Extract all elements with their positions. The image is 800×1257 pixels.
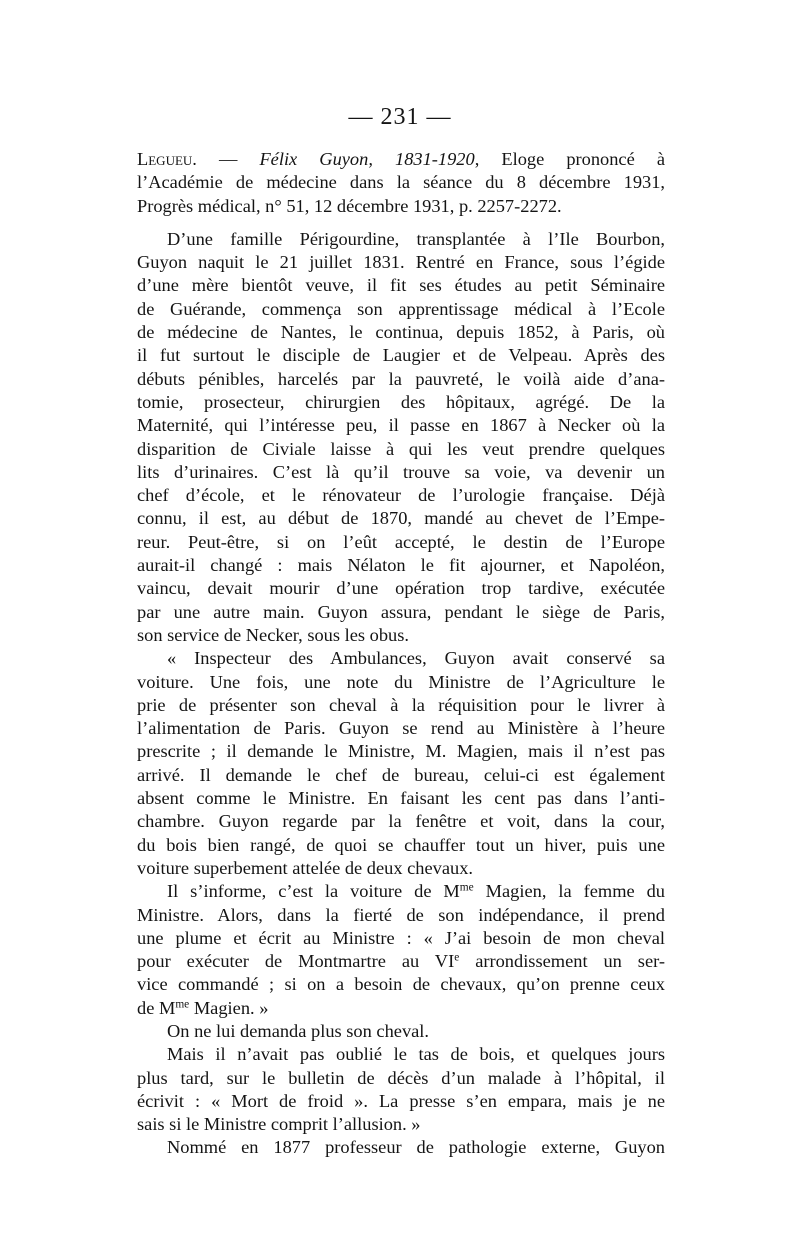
paragraph-line: On ne lui demanda plus son cheval.: [167, 1020, 430, 1041]
paragraph-line: arrivé. Il demande le chef de bureau, celui-ci est également: [137, 764, 665, 785]
paragraph-line: du bois bien rangé, de quoi se chauffer tout un hiver, puis une: [137, 834, 665, 855]
paragraph-line: reur. Peut-être, si on l’eût accepté, le destin de l’Europe: [137, 531, 665, 552]
paragraph-line: de Guérande, commença son apprentissage médical à l’Ecole: [137, 298, 665, 319]
paragraph-line: plus tard, sur le bulletin de décès d’un malade à l’hôpital, il: [137, 1067, 665, 1088]
paragraph-line: prie de présenter son cheval à la réquisition pour le livrer à: [137, 694, 665, 715]
paragraph-line: il fut surtout le disciple de Laugier et de Velpeau. Après des: [137, 345, 665, 366]
text-body: [137, 148, 665, 1160]
paragraph-line: l’alimentation de Paris. Guyon se rend au Ministère à l’heure: [137, 718, 665, 739]
paragraph-line: Ministre. Alors, dans la fierté de son indépendance, il prend: [137, 904, 665, 925]
paragraph-line: Il s’informe, c’est la voiture de $M^{me}$ Magien, la femme du: [167, 881, 665, 902]
paragraph: [137, 880, 665, 1020]
paragraph-line: prescrite ; il demande le Ministre, M. Magien, mais il n’est pas: [137, 741, 665, 762]
paragraph-line: débuts pénibles, harcelés par la pauvreté, le voilà aide d’ana-: [137, 368, 665, 389]
paragraph-line: sais si le Ministre comprit l’allusion. »: [137, 1114, 421, 1135]
paragraph-line: D’une famille Périgourdine, transplantée à l’Ile Bourbon,: [167, 228, 665, 249]
paragraph-line: « Inspecteur des Ambulances, Guyon avait conservé sa: [167, 648, 665, 669]
paragraph-line: par une autre main. Guyon assura, pendant le siège de Paris,: [137, 601, 665, 622]
spacer: [137, 218, 665, 228]
paragraph: [137, 1136, 665, 1159]
paragraph-line: connu, il est, au début de 1870, mandé au chevet de l’Empe-: [137, 508, 665, 529]
paragraph-line: vaincu, devait mourir d’une opération trop tardive, exécutée: [137, 578, 665, 599]
paragraph-line: aurait-il changé : mais Nélaton le fit ajourner, et Napoléon,: [137, 555, 665, 576]
paragraph-line: absent comme le Ministre. En faisant les cent pas dans l’anti-: [137, 788, 665, 809]
reference-title: Félix Guyon, 1831-1920: [259, 149, 475, 169]
paragraph-line: son service de Necker, sous les obus.: [137, 624, 409, 645]
paragraph-line: une plume et écrit au Ministre : « J’ai besoin de mon cheval: [137, 927, 665, 948]
paragraph-line: pour exécuter de Montmartre au VIe arrondissement un ser-: [137, 951, 665, 972]
reference-author: Legueu.: [137, 149, 197, 169]
paragraph: [137, 1020, 665, 1043]
paragraph-line: Guyon naquit le 21 juillet 1831. Rentré en France, sous l’égide: [137, 252, 665, 273]
paragraph-line: de médecine de Nantes, le continua, depuis 1852, à Paris, où: [137, 322, 665, 343]
paragraph-line: tomie, prosecteur, chirurgien des hôpitaux, agrégé. De la: [137, 391, 665, 412]
reference-entry: [137, 148, 665, 218]
paragraph-line: lits d’urinaires. C’est là qu’il trouve sa voie, va devenir un: [137, 461, 665, 482]
paragraph-line: Maternité, qui l’intéresse peu, il passe en 1867 à Necker où la: [137, 415, 665, 436]
paragraph: [137, 228, 665, 647]
paragraph-line: Mais il n’avait pas oublié le tas de bois, et quelques jours: [167, 1044, 665, 1065]
paragraph-line: chambre. Guyon regarde par la fenêtre et voit, dans la cour,: [137, 811, 665, 832]
paragraph-line: d’une mère bientôt veuve, il fit ses études au petit Séminaire: [137, 275, 665, 296]
paragraph-line: écrivit : « Mort de froid ». La presse s’en empara, mais je ne: [137, 1090, 665, 1111]
paragraph: [137, 647, 665, 880]
reference-line-2: l’Académie de médecine dans la séance du 8 décembre 1931,: [137, 172, 665, 193]
paragraph-line: voiture. Une fois, une note du Ministre de l’Agriculture le: [137, 671, 665, 692]
paragraph-line: chef d’école, et le rénovateur de l’urologie française. Déjà: [137, 485, 665, 506]
paragraph: [137, 1043, 665, 1136]
page-number: — 231 —: [348, 104, 452, 130]
paragraph-line: disparition de Civiale laisse à qui les veut prendre quelques: [137, 438, 665, 459]
paragraph-line: vice commandé ; si on a besoin de chevaux, qu’on prenne ceux: [137, 974, 665, 995]
paragraph-line: Nommé en 1877 professeur de pathologie externe, Guyon: [167, 1137, 665, 1158]
paragraph-line: de $M^{me}$ Magien. »: [137, 997, 269, 1018]
reference-line-1: Legueu. — Félix Guyon, 1831-1920, Eloge prononcé à: [137, 149, 665, 169]
paragraph-line: voiture superbement attelée de deux chevaux.: [137, 857, 473, 878]
reference-line-3: Progrès médical, n° 51, 12 décembre 1931, p. 2257-2272.: [137, 195, 562, 216]
